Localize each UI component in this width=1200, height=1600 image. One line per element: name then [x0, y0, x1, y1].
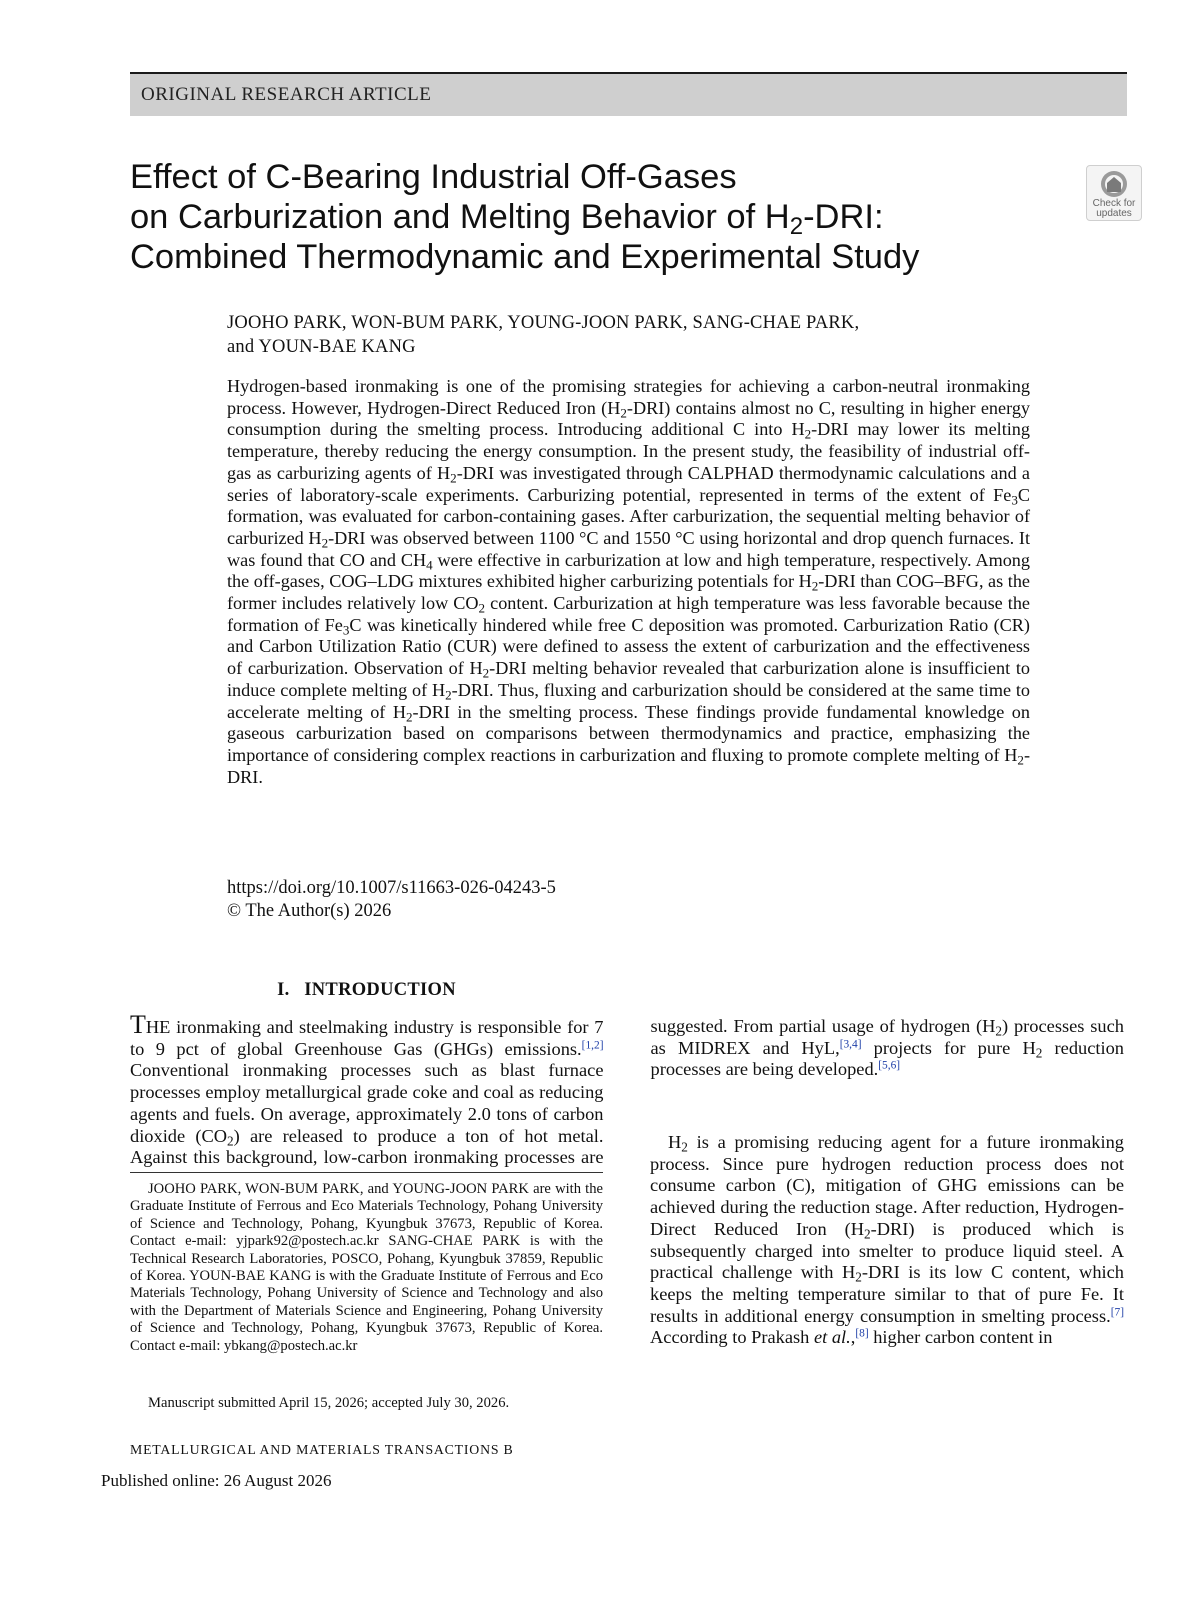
- author-list: JOOHO PARK, WON-BUM PARK, YOUNG-JOON PARK, SANG-CHAE PARK, and YOUN-BAE KANG: [227, 313, 860, 357]
- citation-link[interactable]: [5,6]: [878, 1060, 901, 1073]
- introduction-heading: I. INTRODUCTION: [277, 980, 456, 1000]
- right-column-continued: [650, 1132, 1124, 1349]
- manuscript-dates: Manuscript submitted April 15, 2026; accepted July 30, 2026.: [148, 1395, 510, 1411]
- copyright: © The Author(s) 2026: [227, 901, 392, 921]
- article-title: [130, 157, 1010, 277]
- citation-link[interactable]: [7]: [1110, 1306, 1124, 1319]
- journal-name: METALLURGICAL AND MATERIALS TRANSACTIONS B: [130, 1442, 514, 1457]
- title-line-3: Combined Thermodynamic and Experimental Study: [130, 238, 920, 276]
- badge-line-2: updates: [1096, 208, 1132, 219]
- abstract: Hydrogen-based ironmaking is one of the promising strategies for achieving a carbon-neutral ironmaking process. However, Hydrogen-Direct Reduced Iron $(H_2-DRI)$ contains almost no C, resulting in higher energy consumption during the smelting process. Introducing additional C into $H_2$-DRI may lower its melting temperature, thereby reducing the energy consumption. In the present study, the feasibility of industrial off-gas as carburizing agents of $H_2$-DRI was investigated through CALPHAD thermodynamic calculations and a series of laboratory-scale experiments. Carburizing potential, represented in terms of the extent of $Fe_3C$ formation, was evaluated for carbon-containing gases. After carburization, the sequential melting behavior of carburized $H_2$-DRI was observed between 1100 °C and 1550 °C using horizontal and drop quench furnaces. It was found that CO and $CH_4$ were effective in carburization at low and high temperature, respectively. Among the off-gases, COG–LDG mixtures exhibited higher carburizing potentials for $H_2$-DRI than COG–BFG, as the former includes relatively low $CO_2$ content. Carburization at high temperature was less favorable because the formation of $Fe_3C$ was kinetically hindered while free C deposition was promoted. Carburization Ratio (CR) and Carbon Utilization Ratio (CUR) were defined to assess the extent of carburization and the effectiveness of carburization. Observation of $H_2$-DRI melting behavior revealed that carburization alone is insufficient to induce complete melting of $H_2$-DRI. Thus, fluxing and carburization should be considered at the same time to accelerate melting of $H_2$-DRI in the smelting process. These findings provide fundamental knowledge on gaseous carburization based on comparisons between thermodynamics and practice, emphasizing the importance of considering complex reactions in carburization and fluxing to promote complete melting of $H_2$-DRI.: [227, 376, 1031, 787]
- citation-link[interactable]: [8]: [855, 1328, 869, 1341]
- citation-link[interactable]: [3,4]: [839, 1038, 862, 1051]
- intro-paragraph-1: THE ironmaking and steelmaking industry is responsible for 7 to 9 pct of global Greenhouse Gas (GHGs) emissions.[1,2] Conventional ironmaking processes such as blast furnace processes employ metallurgical grade coke and coal as reducing agents and fuels. On average, approximately 2.0 tons of carbon dioxide $(CO_2)$ are released to produce a ton of hot metal. Against this background, low-carbon ironmaking processes are suggested. From partial usage of hydrogen $(H_2)$ processes such as MIDREX and HyL,[3,4] projects for pure $H_2$ reduction processes are being developed.[5,6]: [130, 1010, 1124, 1168]
- published-date: Published online: 26 August 2026: [101, 1471, 332, 1490]
- doi-block: [227, 877, 927, 923]
- section-label: ORIGINAL RESEARCH ARTICLE: [141, 84, 432, 105]
- check-for-updates-icon: [1099, 169, 1129, 199]
- section-header-bar: [130, 72, 1127, 116]
- badge-line-1: Check for: [1092, 198, 1136, 209]
- left-column: [130, 978, 603, 1016]
- check-for-updates-badge[interactable]: [1086, 165, 1142, 221]
- affiliation-footnote: JOOHO PARK, WON-BUM PARK, and YOUNG-JOON PARK are with the Graduate Institute of Ferrous and Eco Materials Technology, Pohang University of Science and Technology, Pohang, Kyungbuk 37673, Republic of Korea. Contact e-mail: yjpark92@postech.ac.kr SANG-CHAE PARK is with the Technical Research Laboratories, POSCO, Pohang, Kyungbuk 37859, Republic of Korea. YOUN-BAE KANG is with the Graduate Institute of Ferrous and Eco Materials Technology, Pohang University of Science and Technology and also with the Department of Materials Science and Engineering, Pohang University of Science and Technology, Pohang, Kyungbuk 37673, Republic of Korea. Contact e-mail: ybkang@postech.ac.kr: [130, 1181, 603, 1354]
- title-line-2: on Carburization and Melting Behavior of $H_2$-DRI:: [130, 198, 884, 240]
- intro-paragraph-2: $H_2$ is a promising reducing agent for a future ironmaking process. Since pure hydrogen reduction process does not consume carbon (C), mitigation of GHG emissions can be achieved during the reduction stage. After reduction, Hydrogen-Direct Reduced Iron $(H_2-DRI)$ is produced which is subsequently charged into smelter to produce liquid steel. A practical challenge with $H_2$-DRI is its low C content, which keeps the melting temperature similar to that of pure Fe. It results in additional energy consumption in smelting process.[7] According to Prakash et al.,[8] higher carbon content in: [650, 1132, 1124, 1348]
- doi-link[interactable]: https://doi.org/10.1007/s11663-026-04243-5: [227, 878, 556, 898]
- citation-link[interactable]: [1,2]: [581, 1039, 604, 1052]
- title-line-1: Effect of C-Bearing Industrial Off-Gases: [130, 158, 737, 196]
- footnote-rule: [130, 1172, 603, 1173]
